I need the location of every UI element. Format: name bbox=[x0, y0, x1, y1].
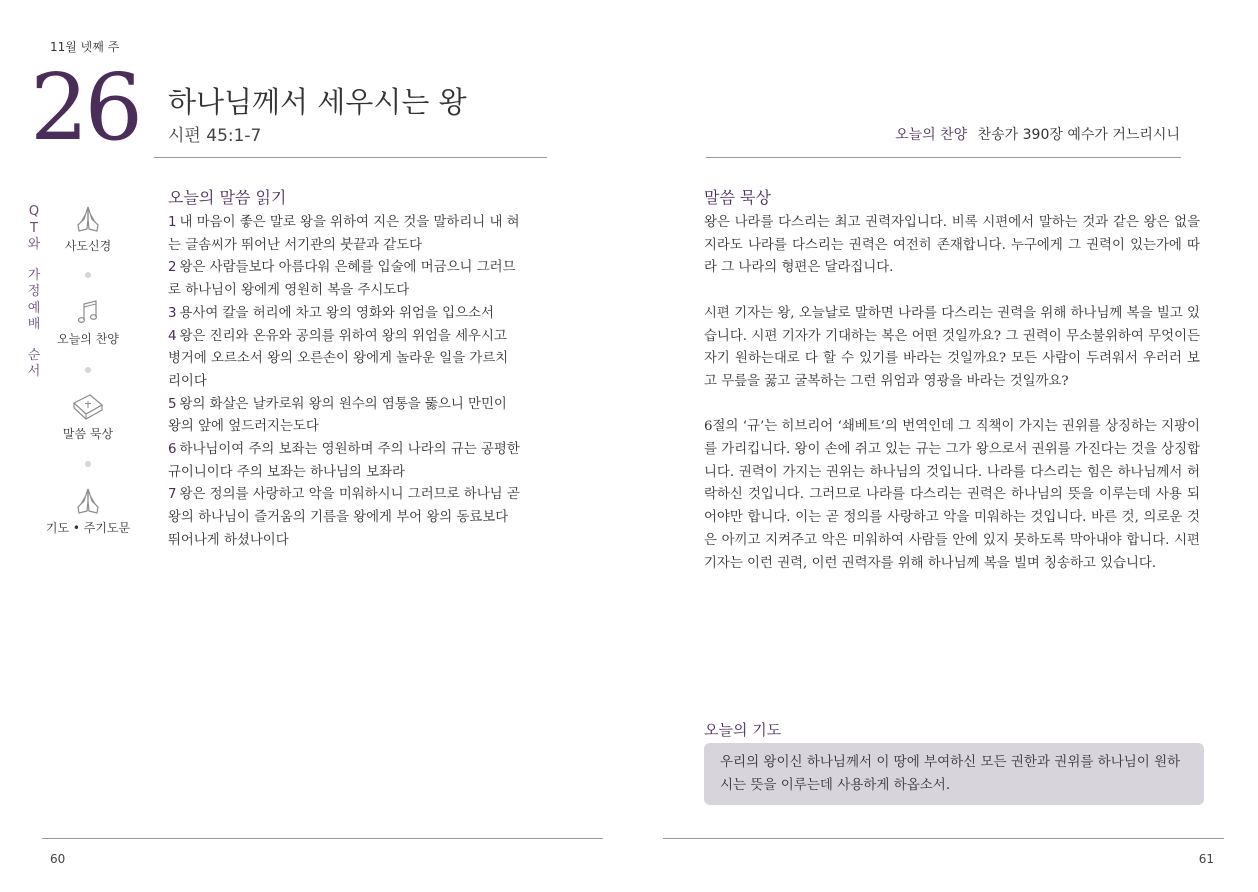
step-label: 오늘의 찬양 bbox=[57, 332, 119, 346]
hymn-label: 오늘의 찬양 bbox=[895, 127, 968, 143]
week-label: 11월 넷째 주 bbox=[50, 40, 120, 54]
vlabel-char: 배 bbox=[27, 317, 41, 332]
verse-line bbox=[168, 235, 550, 258]
verse-line bbox=[168, 507, 550, 530]
meditation-text bbox=[704, 212, 1200, 598]
verse-text: 용사여 칼을 허리에 차고 왕의 영화와 위엄을 입으소서 bbox=[179, 305, 494, 321]
verse-line bbox=[168, 303, 550, 326]
header-rule-right bbox=[706, 157, 1181, 158]
verse-line bbox=[168, 394, 550, 417]
step-separator-dot bbox=[85, 272, 91, 278]
scripture-reference: 시편 45:1-7 bbox=[168, 126, 262, 146]
vlabel-char: 와 bbox=[27, 237, 41, 252]
hymn-text: 찬송가 390장 예수가 거느리시니 bbox=[977, 127, 1180, 143]
step-prayer bbox=[38, 487, 138, 536]
verse-line bbox=[168, 280, 550, 303]
verse-text: 왕은 진리와 온유와 공의를 위하여 왕의 위엄을 세우시고 bbox=[179, 328, 507, 344]
verse-text: 왕은 정의를 사랑하고 악을 미워하시니 그러므로 하나님 곧 bbox=[179, 487, 520, 503]
footer-rule-right bbox=[663, 838, 1224, 839]
verse-text: 왕의 화살은 날카로워 왕의 원수의 염통을 뚫으니 만민이 bbox=[179, 396, 507, 412]
verse-text: 왕의 앞에 엎드러지는도다 bbox=[168, 419, 319, 435]
step-label: 기도 • 주기도문 bbox=[45, 521, 131, 535]
page-number-left: 60 bbox=[50, 852, 66, 866]
verse-line bbox=[168, 462, 550, 485]
bible-book-icon bbox=[71, 391, 105, 421]
verse-text: 왕의 하나님이 즐거움의 기름을 왕에게 부어 왕의 동료보다 bbox=[168, 510, 509, 526]
verse-text: 규이니이다 주의 보좌는 하나님의 보좌라 bbox=[168, 464, 405, 480]
verse-number: 5 bbox=[168, 396, 177, 412]
verse-text: 로 하나님이 왕에게 영원히 복을 주시도다 bbox=[168, 283, 410, 299]
praying-hands-icon bbox=[73, 205, 103, 233]
verse-number: 3 bbox=[168, 305, 177, 321]
vlabel-char: 가 bbox=[27, 267, 41, 283]
vlabel-char: 서 bbox=[27, 364, 41, 379]
verse-text: 리이다 bbox=[168, 373, 207, 389]
verse-number: 4 bbox=[168, 328, 177, 344]
day-number: 26 bbox=[30, 54, 140, 161]
verse-line bbox=[168, 348, 550, 371]
scripture-text bbox=[168, 212, 550, 553]
verse-line bbox=[168, 416, 550, 439]
step-hymn bbox=[38, 298, 138, 347]
header-rule-left bbox=[154, 157, 547, 158]
verse-number: 2 bbox=[168, 260, 177, 276]
vlabel-char: 순 bbox=[27, 347, 41, 363]
vlabel-char: 정 bbox=[27, 284, 41, 299]
step-meditation bbox=[38, 391, 138, 442]
verse-number: 7 bbox=[168, 487, 177, 503]
meditation-paragraph: 6절의 ‘규’는 히브리어 ‘쇄베트’의 번역인데 그 직책이 가지는 권위를 상징하는 지팡이를 가리킵니다. 왕이 손에 쥐고 있는 규는 그가 왕으로서 권위를 가진다는 것을 상징합니다. 권력이 가지는 권위는 하나님의 것입니다. 나라를 다스리는 힘은 하나님께서 허락하신 것입니다. 그러므로 나라를 다스리는 권력은 하나님의 뜻을 이루는데 사용 되어야만 합니다. 이는 곧 정의를 사랑하고 악을 미워하는 것입니다. 바른 것, 의로운 것은 아끼고 지켜주고 악은 미워하여 사람들 안에 있지 못하도록 막아내야 합니다. 시편 기자는 이런 권력, 이런 권력자를 위해 하나님께 복을 빌며 칭송하고 있습니다. bbox=[704, 419, 1200, 571]
verse-text: 뛰어나게 하셨나이다 bbox=[168, 532, 289, 548]
step-separator-dot bbox=[85, 367, 91, 373]
praying-hands-icon bbox=[73, 487, 103, 515]
verse-text: 왕은 사람들보다 아름다워 은혜를 입술에 머금으니 그러므 bbox=[179, 260, 516, 276]
verse-line bbox=[168, 326, 550, 349]
vlabel-char: Q bbox=[28, 204, 40, 219]
page-number-right: 61 bbox=[1198, 852, 1214, 866]
verse-number: 1 bbox=[168, 215, 177, 230]
verse-line bbox=[168, 439, 550, 462]
reading-heading: 오늘의 말씀 읽기 bbox=[168, 188, 287, 207]
verse-line bbox=[168, 371, 550, 394]
hymn-line bbox=[895, 124, 1180, 144]
step-separator-dot bbox=[85, 461, 91, 467]
verse-line bbox=[168, 484, 550, 507]
prayer-box: 우리의 왕이신 하나님께서 이 땅에 부여하신 모든 권한과 권위를 하나님이 원하시는 뜻을 이루는데 사용하게 하옵소서. bbox=[704, 743, 1204, 805]
verse-line bbox=[168, 212, 550, 235]
verse-text: 병거에 오르소서 왕의 오른손이 왕에게 놀라운 일을 가르치 bbox=[168, 351, 509, 367]
vlabel-char: 예 bbox=[27, 300, 41, 316]
footer-rule-left bbox=[42, 838, 603, 839]
music-note-icon bbox=[73, 298, 103, 326]
verse-number: 6 bbox=[168, 442, 177, 458]
meditation-paragraph: 시편 기자는 왕, 오늘날로 말하면 나라를 다스리는 권력을 위해 하나님께 복을 빌고 있습니다. 시편 기자가 기대하는 복은 어떤 것일까요? 그 권력이 무소불위하여 무엇이든 자기 원하는대로 다 할 수 있기를 바라는 것일까요? 모든 사람이 두려워서 우러러 보고 무릎을 꿇고 굴복하는 그런 위엄과 영광을 바라는 것일까요? bbox=[704, 305, 1200, 389]
step-label: 말씀 묵상 bbox=[62, 427, 114, 441]
meditation-paragraph: 왕은 나라를 다스리는 최고 권력자입니다. 비록 시편에서 말하는 것과 같은 왕은 없을 지라도 나라를 다스리는 권력은 여전히 존재합니다. 누구에게 그 권력이 있는가에 따라 그 나라의 형편은 달라집니다. bbox=[704, 215, 1200, 276]
meditation-heading: 말씀 묵상 bbox=[704, 188, 771, 207]
page-title: 하나님께서 세우시는 왕 bbox=[168, 85, 467, 119]
step-label: 사도신경 bbox=[64, 239, 112, 253]
prayer-heading: 오늘의 기도 bbox=[704, 721, 782, 739]
vlabel-char: T bbox=[30, 220, 38, 236]
verse-line bbox=[168, 530, 550, 553]
step-apostles-creed bbox=[38, 205, 138, 254]
verse-text: 내 마음이 좋은 말로 왕을 위하여 지은 것을 말하리니 내 혀 bbox=[179, 215, 520, 230]
verse-text: 하나님이여 주의 보좌는 영원하며 주의 나라의 규는 공평한 bbox=[179, 442, 520, 458]
verse-text: 는 글솜씨가 뛰어난 서기관의 붓끝과 같도다 bbox=[168, 237, 423, 253]
vlabel-gap bbox=[25, 254, 43, 268]
verse-line bbox=[168, 257, 550, 280]
